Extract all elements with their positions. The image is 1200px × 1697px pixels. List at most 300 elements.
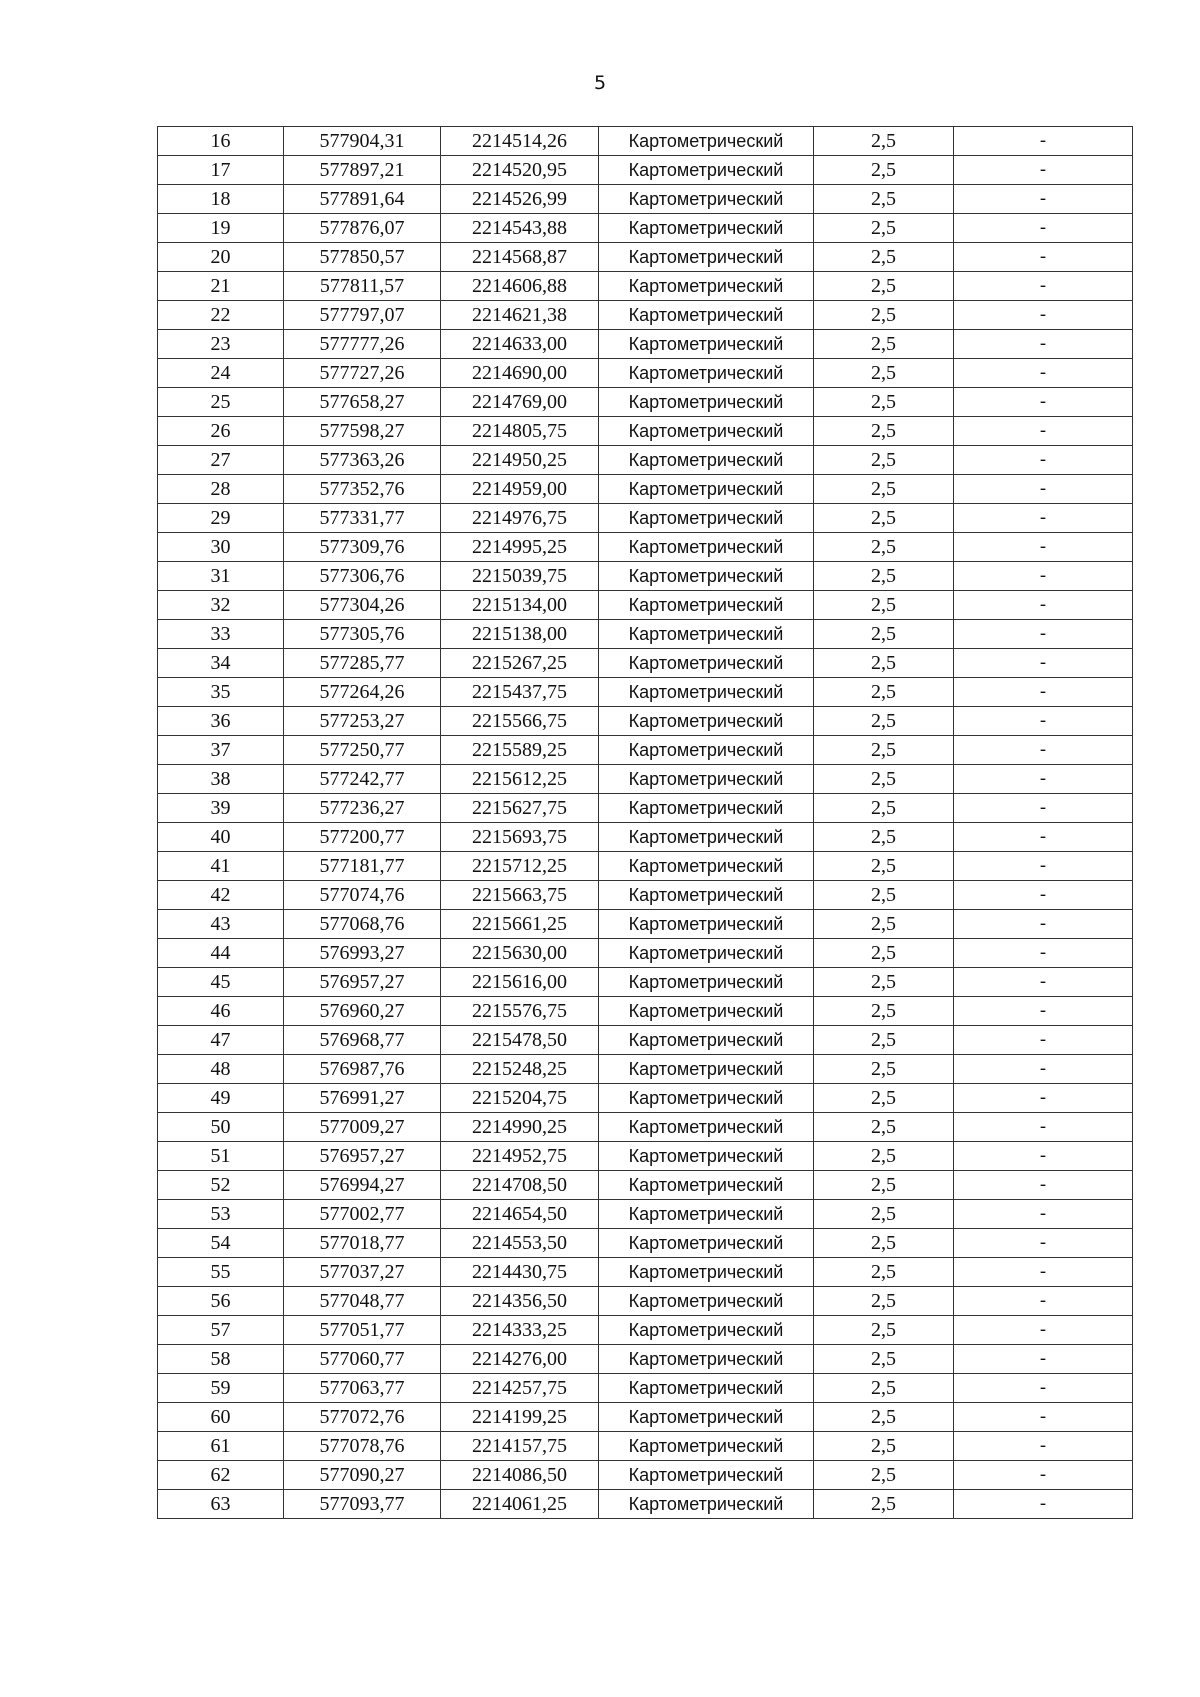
- y-coordinate-cell: 2214708,50: [441, 1171, 599, 1200]
- y-coordinate-cell: 2214976,75: [441, 504, 599, 533]
- table-row: [158, 1142, 1133, 1171]
- point-number-cell: 23: [158, 330, 284, 359]
- note-cell: -: [954, 156, 1133, 185]
- table-row: [158, 214, 1133, 243]
- method-cell: Картометрический: [599, 1461, 814, 1490]
- point-number-cell: 21: [158, 272, 284, 301]
- method-cell: Картометрический: [599, 1171, 814, 1200]
- x-coordinate-cell: 577068,76: [284, 910, 441, 939]
- y-coordinate-cell: 2214514,26: [441, 127, 599, 156]
- y-coordinate-cell: 2215138,00: [441, 620, 599, 649]
- note-cell: -: [954, 881, 1133, 910]
- table-row: [158, 678, 1133, 707]
- x-coordinate-cell: 577363,26: [284, 446, 441, 475]
- point-number-cell: 50: [158, 1113, 284, 1142]
- table-row: [158, 475, 1133, 504]
- table-row: [158, 446, 1133, 475]
- x-coordinate-cell: 577891,64: [284, 185, 441, 214]
- method-cell: Картометрический: [599, 1345, 814, 1374]
- y-coordinate-cell: 2214995,25: [441, 533, 599, 562]
- note-cell: -: [954, 1113, 1133, 1142]
- point-number-cell: 37: [158, 736, 284, 765]
- point-number-cell: 57: [158, 1316, 284, 1345]
- x-coordinate-cell: 577090,27: [284, 1461, 441, 1490]
- accuracy-cell: 2,5: [814, 1316, 954, 1345]
- point-number-cell: 42: [158, 881, 284, 910]
- table-row: [158, 1171, 1133, 1200]
- table-row: [158, 330, 1133, 359]
- table-row: [158, 1026, 1133, 1055]
- note-cell: -: [954, 214, 1133, 243]
- y-coordinate-cell: 2214526,99: [441, 185, 599, 214]
- accuracy-cell: 2,5: [814, 1200, 954, 1229]
- note-cell: -: [954, 388, 1133, 417]
- x-coordinate-cell: 577048,77: [284, 1287, 441, 1316]
- point-number-cell: 45: [158, 968, 284, 997]
- table-row: [158, 417, 1133, 446]
- page-number: 5: [593, 72, 607, 94]
- accuracy-cell: 2,5: [814, 1258, 954, 1287]
- point-number-cell: 28: [158, 475, 284, 504]
- accuracy-cell: 2,5: [814, 910, 954, 939]
- y-coordinate-cell: 2215612,25: [441, 765, 599, 794]
- table-row: [158, 620, 1133, 649]
- method-cell: Картометрический: [599, 765, 814, 794]
- point-number-cell: 44: [158, 939, 284, 968]
- y-coordinate-cell: 2214952,75: [441, 1142, 599, 1171]
- accuracy-cell: 2,5: [814, 881, 954, 910]
- method-cell: Картометрический: [599, 823, 814, 852]
- table-row: [158, 881, 1133, 910]
- point-number-cell: 17: [158, 156, 284, 185]
- y-coordinate-cell: 2215566,75: [441, 707, 599, 736]
- point-number-cell: 35: [158, 678, 284, 707]
- note-cell: -: [954, 1461, 1133, 1490]
- point-number-cell: 59: [158, 1374, 284, 1403]
- point-number-cell: 53: [158, 1200, 284, 1229]
- coordinates-table: [157, 126, 1133, 1519]
- accuracy-cell: 2,5: [814, 1026, 954, 1055]
- x-coordinate-cell: 577352,76: [284, 475, 441, 504]
- y-coordinate-cell: 2215437,75: [441, 678, 599, 707]
- method-cell: Картометрический: [599, 127, 814, 156]
- method-cell: Картометрический: [599, 1055, 814, 1084]
- y-coordinate-cell: 2214061,25: [441, 1490, 599, 1519]
- point-number-cell: 32: [158, 591, 284, 620]
- point-number-cell: 61: [158, 1432, 284, 1461]
- note-cell: -: [954, 968, 1133, 997]
- point-number-cell: 49: [158, 1084, 284, 1113]
- accuracy-cell: 2,5: [814, 736, 954, 765]
- note-cell: -: [954, 997, 1133, 1026]
- y-coordinate-cell: 2214690,00: [441, 359, 599, 388]
- table-row: [158, 1403, 1133, 1432]
- x-coordinate-cell: 577002,77: [284, 1200, 441, 1229]
- x-coordinate-cell: 577305,76: [284, 620, 441, 649]
- x-coordinate-cell: 577200,77: [284, 823, 441, 852]
- y-coordinate-cell: 2214520,95: [441, 156, 599, 185]
- note-cell: -: [954, 185, 1133, 214]
- note-cell: -: [954, 475, 1133, 504]
- y-coordinate-cell: 2214430,75: [441, 1258, 599, 1287]
- method-cell: Картометрический: [599, 649, 814, 678]
- x-coordinate-cell: 577242,77: [284, 765, 441, 794]
- note-cell: -: [954, 417, 1133, 446]
- method-cell: Картометрический: [599, 707, 814, 736]
- y-coordinate-cell: 2215039,75: [441, 562, 599, 591]
- method-cell: Картометрический: [599, 678, 814, 707]
- point-number-cell: 36: [158, 707, 284, 736]
- accuracy-cell: 2,5: [814, 1142, 954, 1171]
- x-coordinate-cell: 577598,27: [284, 417, 441, 446]
- accuracy-cell: 2,5: [814, 330, 954, 359]
- point-number-cell: 43: [158, 910, 284, 939]
- method-cell: Картометрический: [599, 794, 814, 823]
- method-cell: Картометрический: [599, 301, 814, 330]
- accuracy-cell: 2,5: [814, 939, 954, 968]
- x-coordinate-cell: 577063,77: [284, 1374, 441, 1403]
- accuracy-cell: 2,5: [814, 1403, 954, 1432]
- x-coordinate-cell: 577060,77: [284, 1345, 441, 1374]
- table-row: [158, 301, 1133, 330]
- accuracy-cell: 2,5: [814, 272, 954, 301]
- note-cell: -: [954, 1200, 1133, 1229]
- method-cell: Картометрический: [599, 910, 814, 939]
- y-coordinate-cell: 2215478,50: [441, 1026, 599, 1055]
- x-coordinate-cell: 577037,27: [284, 1258, 441, 1287]
- y-coordinate-cell: 2215693,75: [441, 823, 599, 852]
- method-cell: Картометрический: [599, 1026, 814, 1055]
- method-cell: Картометрический: [599, 1316, 814, 1345]
- point-number-cell: 38: [158, 765, 284, 794]
- x-coordinate-cell: 577009,27: [284, 1113, 441, 1142]
- x-coordinate-cell: 577236,27: [284, 794, 441, 823]
- y-coordinate-cell: 2214543,88: [441, 214, 599, 243]
- note-cell: -: [954, 1287, 1133, 1316]
- point-number-cell: 41: [158, 852, 284, 881]
- y-coordinate-cell: 2215663,75: [441, 881, 599, 910]
- y-coordinate-cell: 2215204,75: [441, 1084, 599, 1113]
- accuracy-cell: 2,5: [814, 127, 954, 156]
- accuracy-cell: 2,5: [814, 1113, 954, 1142]
- point-number-cell: 58: [158, 1345, 284, 1374]
- note-cell: -: [954, 1171, 1133, 1200]
- method-cell: Картометрический: [599, 1142, 814, 1171]
- x-coordinate-cell: 577078,76: [284, 1432, 441, 1461]
- x-coordinate-cell: 576993,27: [284, 939, 441, 968]
- x-coordinate-cell: 576957,27: [284, 968, 441, 997]
- x-coordinate-cell: 577777,26: [284, 330, 441, 359]
- table-row: [158, 1490, 1133, 1519]
- accuracy-cell: 2,5: [814, 1229, 954, 1258]
- accuracy-cell: 2,5: [814, 649, 954, 678]
- method-cell: Картометрический: [599, 1403, 814, 1432]
- accuracy-cell: 2,5: [814, 359, 954, 388]
- method-cell: Картометрический: [599, 1258, 814, 1287]
- method-cell: Картометрический: [599, 1374, 814, 1403]
- table-row: [158, 968, 1133, 997]
- point-number-cell: 33: [158, 620, 284, 649]
- x-coordinate-cell: 577897,21: [284, 156, 441, 185]
- note-cell: -: [954, 359, 1133, 388]
- method-cell: Картометрический: [599, 359, 814, 388]
- point-number-cell: 22: [158, 301, 284, 330]
- table-row: [158, 765, 1133, 794]
- note-cell: -: [954, 794, 1133, 823]
- method-cell: Картометрический: [599, 475, 814, 504]
- table-row: [158, 533, 1133, 562]
- y-coordinate-cell: 2214553,50: [441, 1229, 599, 1258]
- coordinates-table-body: [158, 127, 1133, 1519]
- x-coordinate-cell: 577811,57: [284, 272, 441, 301]
- note-cell: -: [954, 243, 1133, 272]
- x-coordinate-cell: 577264,26: [284, 678, 441, 707]
- note-cell: -: [954, 765, 1133, 794]
- x-coordinate-cell: 577309,76: [284, 533, 441, 562]
- point-number-cell: 51: [158, 1142, 284, 1171]
- method-cell: Картометрический: [599, 620, 814, 649]
- table-row: [158, 591, 1133, 620]
- point-number-cell: 52: [158, 1171, 284, 1200]
- y-coordinate-cell: 2214633,00: [441, 330, 599, 359]
- note-cell: -: [954, 591, 1133, 620]
- table-row: [158, 649, 1133, 678]
- x-coordinate-cell: 577018,77: [284, 1229, 441, 1258]
- accuracy-cell: 2,5: [814, 301, 954, 330]
- y-coordinate-cell: 2215134,00: [441, 591, 599, 620]
- method-cell: Картометрический: [599, 330, 814, 359]
- accuracy-cell: 2,5: [814, 620, 954, 649]
- x-coordinate-cell: 577904,31: [284, 127, 441, 156]
- point-number-cell: 27: [158, 446, 284, 475]
- x-coordinate-cell: 577304,26: [284, 591, 441, 620]
- note-cell: -: [954, 1403, 1133, 1432]
- table-row: [158, 504, 1133, 533]
- x-coordinate-cell: 576994,27: [284, 1171, 441, 1200]
- y-coordinate-cell: 2215267,25: [441, 649, 599, 678]
- note-cell: -: [954, 620, 1133, 649]
- method-cell: Картометрический: [599, 591, 814, 620]
- note-cell: -: [954, 1316, 1133, 1345]
- accuracy-cell: 2,5: [814, 823, 954, 852]
- method-cell: Картометрический: [599, 214, 814, 243]
- note-cell: -: [954, 1490, 1133, 1519]
- x-coordinate-cell: 577093,77: [284, 1490, 441, 1519]
- x-coordinate-cell: 577051,77: [284, 1316, 441, 1345]
- y-coordinate-cell: 2215576,75: [441, 997, 599, 1026]
- note-cell: -: [954, 939, 1133, 968]
- x-coordinate-cell: 577850,57: [284, 243, 441, 272]
- table-row: [158, 707, 1133, 736]
- method-cell: Картометрический: [599, 272, 814, 301]
- table-row: [158, 1461, 1133, 1490]
- table-row: [158, 1200, 1133, 1229]
- table-row: [158, 823, 1133, 852]
- point-number-cell: 55: [158, 1258, 284, 1287]
- y-coordinate-cell: 2214568,87: [441, 243, 599, 272]
- point-number-cell: 46: [158, 997, 284, 1026]
- point-number-cell: 30: [158, 533, 284, 562]
- method-cell: Картометрический: [599, 939, 814, 968]
- x-coordinate-cell: 577331,77: [284, 504, 441, 533]
- table-row: [158, 156, 1133, 185]
- table-row: [158, 1374, 1133, 1403]
- x-coordinate-cell: 577658,27: [284, 388, 441, 417]
- accuracy-cell: 2,5: [814, 707, 954, 736]
- x-coordinate-cell: 577876,07: [284, 214, 441, 243]
- accuracy-cell: 2,5: [814, 504, 954, 533]
- accuracy-cell: 2,5: [814, 591, 954, 620]
- accuracy-cell: 2,5: [814, 1461, 954, 1490]
- note-cell: -: [954, 301, 1133, 330]
- method-cell: Картометрический: [599, 562, 814, 591]
- table-row: [158, 1287, 1133, 1316]
- note-cell: -: [954, 910, 1133, 939]
- method-cell: Картометрический: [599, 243, 814, 272]
- x-coordinate-cell: 576960,27: [284, 997, 441, 1026]
- note-cell: -: [954, 330, 1133, 359]
- point-number-cell: 20: [158, 243, 284, 272]
- note-cell: -: [954, 649, 1133, 678]
- point-number-cell: 18: [158, 185, 284, 214]
- table-row: [158, 359, 1133, 388]
- accuracy-cell: 2,5: [814, 1287, 954, 1316]
- y-coordinate-cell: 2215630,00: [441, 939, 599, 968]
- table-row: [158, 1258, 1133, 1287]
- table-row: [158, 1055, 1133, 1084]
- table-row: [158, 388, 1133, 417]
- accuracy-cell: 2,5: [814, 1432, 954, 1461]
- note-cell: -: [954, 1229, 1133, 1258]
- table-row: [158, 185, 1133, 214]
- method-cell: Картометрический: [599, 1113, 814, 1142]
- method-cell: Картометрический: [599, 968, 814, 997]
- point-number-cell: 39: [158, 794, 284, 823]
- method-cell: Картометрический: [599, 446, 814, 475]
- x-coordinate-cell: 576991,27: [284, 1084, 441, 1113]
- table-row: [158, 1113, 1133, 1142]
- table-row: [158, 1316, 1133, 1345]
- x-coordinate-cell: 577253,27: [284, 707, 441, 736]
- note-cell: -: [954, 678, 1133, 707]
- note-cell: -: [954, 707, 1133, 736]
- y-coordinate-cell: 2215627,75: [441, 794, 599, 823]
- y-coordinate-cell: 2214257,75: [441, 1374, 599, 1403]
- method-cell: Картометрический: [599, 156, 814, 185]
- accuracy-cell: 2,5: [814, 678, 954, 707]
- table-row: [158, 272, 1133, 301]
- point-number-cell: 16: [158, 127, 284, 156]
- accuracy-cell: 2,5: [814, 1490, 954, 1519]
- accuracy-cell: 2,5: [814, 417, 954, 446]
- method-cell: Картометрический: [599, 1287, 814, 1316]
- method-cell: Картометрический: [599, 1084, 814, 1113]
- note-cell: -: [954, 446, 1133, 475]
- y-coordinate-cell: 2215248,25: [441, 1055, 599, 1084]
- note-cell: -: [954, 1142, 1133, 1171]
- note-cell: -: [954, 1374, 1133, 1403]
- x-coordinate-cell: 576968,77: [284, 1026, 441, 1055]
- y-coordinate-cell: 2214621,38: [441, 301, 599, 330]
- table-row: [158, 1084, 1133, 1113]
- y-coordinate-cell: 2215616,00: [441, 968, 599, 997]
- note-cell: -: [954, 562, 1133, 591]
- table-row: [158, 1345, 1133, 1374]
- note-cell: -: [954, 1345, 1133, 1374]
- accuracy-cell: 2,5: [814, 185, 954, 214]
- y-coordinate-cell: 2214606,88: [441, 272, 599, 301]
- accuracy-cell: 2,5: [814, 388, 954, 417]
- point-number-cell: 40: [158, 823, 284, 852]
- accuracy-cell: 2,5: [814, 446, 954, 475]
- table-row: [158, 562, 1133, 591]
- point-number-cell: 56: [158, 1287, 284, 1316]
- note-cell: -: [954, 1084, 1133, 1113]
- y-coordinate-cell: 2214769,00: [441, 388, 599, 417]
- x-coordinate-cell: 577181,77: [284, 852, 441, 881]
- method-cell: Картометрический: [599, 1432, 814, 1461]
- point-number-cell: 26: [158, 417, 284, 446]
- x-coordinate-cell: 577285,77: [284, 649, 441, 678]
- accuracy-cell: 2,5: [814, 997, 954, 1026]
- y-coordinate-cell: 2214654,50: [441, 1200, 599, 1229]
- point-number-cell: 29: [158, 504, 284, 533]
- y-coordinate-cell: 2215589,25: [441, 736, 599, 765]
- table-row: [158, 997, 1133, 1026]
- x-coordinate-cell: 577306,76: [284, 562, 441, 591]
- point-number-cell: 19: [158, 214, 284, 243]
- accuracy-cell: 2,5: [814, 156, 954, 185]
- method-cell: Картометрический: [599, 881, 814, 910]
- note-cell: -: [954, 504, 1133, 533]
- method-cell: Картометрический: [599, 185, 814, 214]
- method-cell: Картометрический: [599, 997, 814, 1026]
- point-number-cell: 48: [158, 1055, 284, 1084]
- table-row: [158, 736, 1133, 765]
- method-cell: Картометрический: [599, 533, 814, 562]
- accuracy-cell: 2,5: [814, 562, 954, 591]
- x-coordinate-cell: 577797,07: [284, 301, 441, 330]
- accuracy-cell: 2,5: [814, 1345, 954, 1374]
- accuracy-cell: 2,5: [814, 852, 954, 881]
- note-cell: -: [954, 272, 1133, 301]
- y-coordinate-cell: 2214199,25: [441, 1403, 599, 1432]
- note-cell: -: [954, 852, 1133, 881]
- accuracy-cell: 2,5: [814, 1171, 954, 1200]
- x-coordinate-cell: 577727,26: [284, 359, 441, 388]
- table-row: [158, 1432, 1133, 1461]
- note-cell: -: [954, 127, 1133, 156]
- table-row: [158, 910, 1133, 939]
- accuracy-cell: 2,5: [814, 243, 954, 272]
- y-coordinate-cell: 2214276,00: [441, 1345, 599, 1374]
- y-coordinate-cell: 2214990,25: [441, 1113, 599, 1142]
- accuracy-cell: 2,5: [814, 1084, 954, 1113]
- point-number-cell: 47: [158, 1026, 284, 1055]
- table-row: [158, 1229, 1133, 1258]
- accuracy-cell: 2,5: [814, 968, 954, 997]
- note-cell: -: [954, 823, 1133, 852]
- y-coordinate-cell: 2214356,50: [441, 1287, 599, 1316]
- point-number-cell: 25: [158, 388, 284, 417]
- point-number-cell: 63: [158, 1490, 284, 1519]
- accuracy-cell: 2,5: [814, 1374, 954, 1403]
- table-row: [158, 243, 1133, 272]
- point-number-cell: 31: [158, 562, 284, 591]
- method-cell: Картометрический: [599, 1490, 814, 1519]
- method-cell: Картометрический: [599, 1229, 814, 1258]
- point-number-cell: 60: [158, 1403, 284, 1432]
